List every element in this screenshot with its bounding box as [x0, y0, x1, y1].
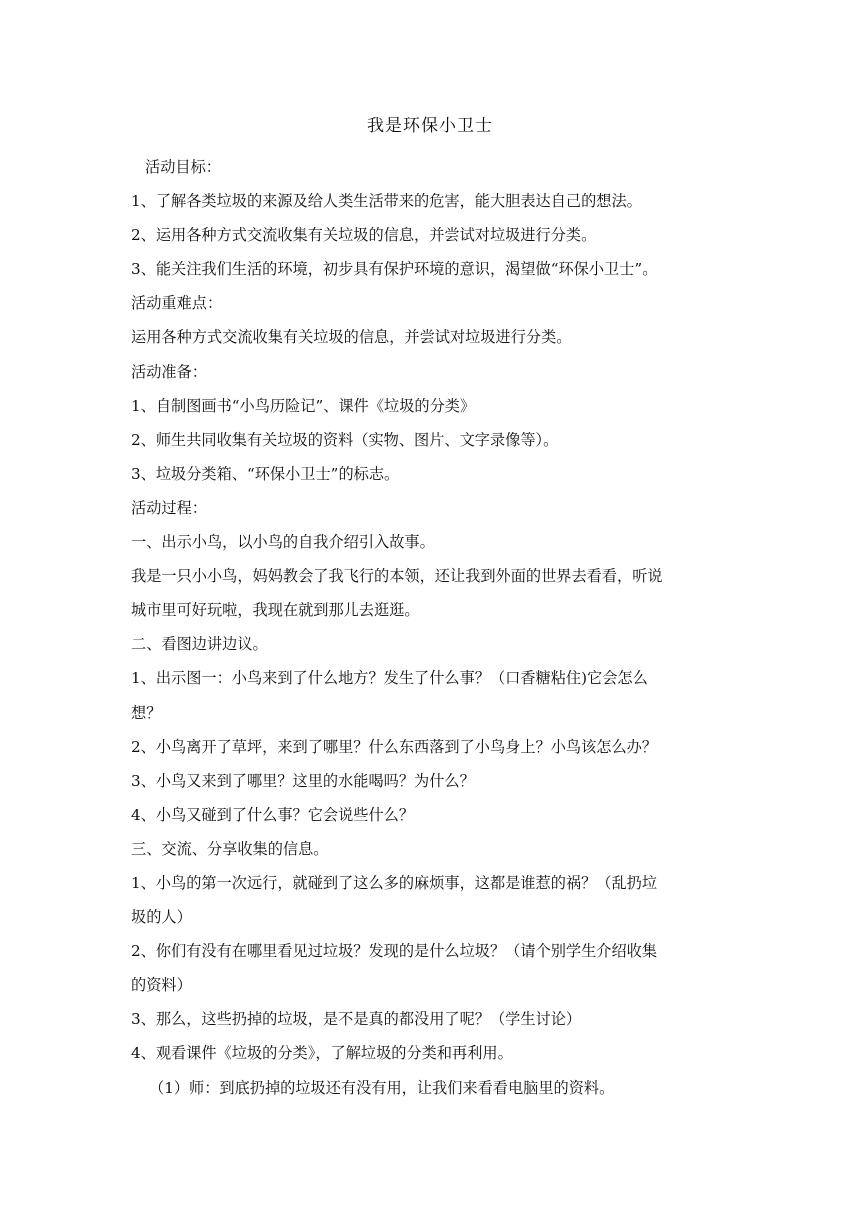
section-heading-preparation: 活动准备： — [131, 362, 207, 381]
paragraph-line: （1）师：到底扔掉的垃圾还有没有用，让我们来看看电脑里的资料。 — [149, 1078, 615, 1097]
document-body — [131, 150, 736, 1105]
paragraph-line: 城市里可好玩啦，我现在就到那儿去逛逛。 — [131, 601, 420, 620]
section-heading-goals: 活动目标： — [145, 158, 221, 176]
paragraph-line: 想？ — [131, 703, 162, 722]
paragraph-line: 2、小鸟离开了草坪，来到了哪里？什么东西落到了小鸟身上？小鸟该怎么办？ — [131, 737, 658, 756]
paragraph-line: 3、那么，这些扔掉的垃圾，是不是真的都没用了呢？（学生讨论） — [131, 1010, 582, 1029]
paragraph-line: 3、垃圾分类箱、“环保小卫士”的标志。 — [131, 464, 400, 483]
paragraph-line: 1、了解各类垃圾的来源及给人类生活带来的危害，能大胆表达自己的想法。 — [131, 192, 642, 211]
paragraph-line: 1、自制图画书“小鸟历险记”、课件《垃圾的分类》 — [131, 396, 476, 415]
section-heading-key-points: 活动重难点： — [131, 294, 223, 313]
paragraph-line: 的资料） — [131, 976, 192, 995]
document-title: 我是环保小卫士 — [367, 116, 493, 136]
paragraph-line: 1、小鸟的第一次远行，就碰到了这么多的麻烦事，这都是谁惹的祸？（乱扔垃 — [131, 873, 658, 892]
paragraph-line: 3、小鸟又来到了哪里？这里的水能喝吗？为什么？ — [131, 771, 475, 790]
paragraph-line: 一、出示小鸟，以小鸟的自我介绍引入故事。 — [131, 533, 435, 552]
paragraph-line: 2、运用各种方式交流收集有关垃圾的信息，并尝试对垃圾进行分类。 — [131, 226, 597, 245]
paragraph-line: 我是一只小小鸟，妈妈教会了我飞行的本领，还让我到外面的世界去看看，听说 — [131, 567, 663, 586]
paragraph-line: 二、看图边讲边议。 — [131, 635, 268, 654]
paragraph-line: 运用各种方式交流收集有关垃圾的信息，并尝试对垃圾进行分类。 — [131, 328, 572, 347]
paragraph-line: 4、小鸟又碰到了什么事？它会说些什么？ — [131, 805, 415, 824]
paragraph-line: 4、观看课件《垃圾的分类》，了解垃圾的分类和再利用。 — [131, 1044, 513, 1063]
paragraph-line: 三、交流、分享收集的信息。 — [131, 839, 329, 858]
paragraph-line: 1、出示图一：小鸟来到了什么地方？发生了什么事？（口香糖粘住)它会怎么 — [131, 669, 648, 688]
paragraph-line: 圾的人） — [131, 908, 192, 927]
section-heading-process: 活动过程： — [131, 498, 207, 517]
paragraph-line: 2、你们有没有在哪里看见过垃圾？发现的是什么垃圾？（请个别学生介绍收集 — [131, 942, 658, 961]
paragraph-line: 2、师生共同收集有关垃圾的资料（实物、图片、文字录像等）。 — [131, 430, 559, 449]
paragraph-line: 3、能关注我们生活的环境，初步具有保护环境的意识，渴望做“环保小卫士”。 — [131, 260, 658, 279]
